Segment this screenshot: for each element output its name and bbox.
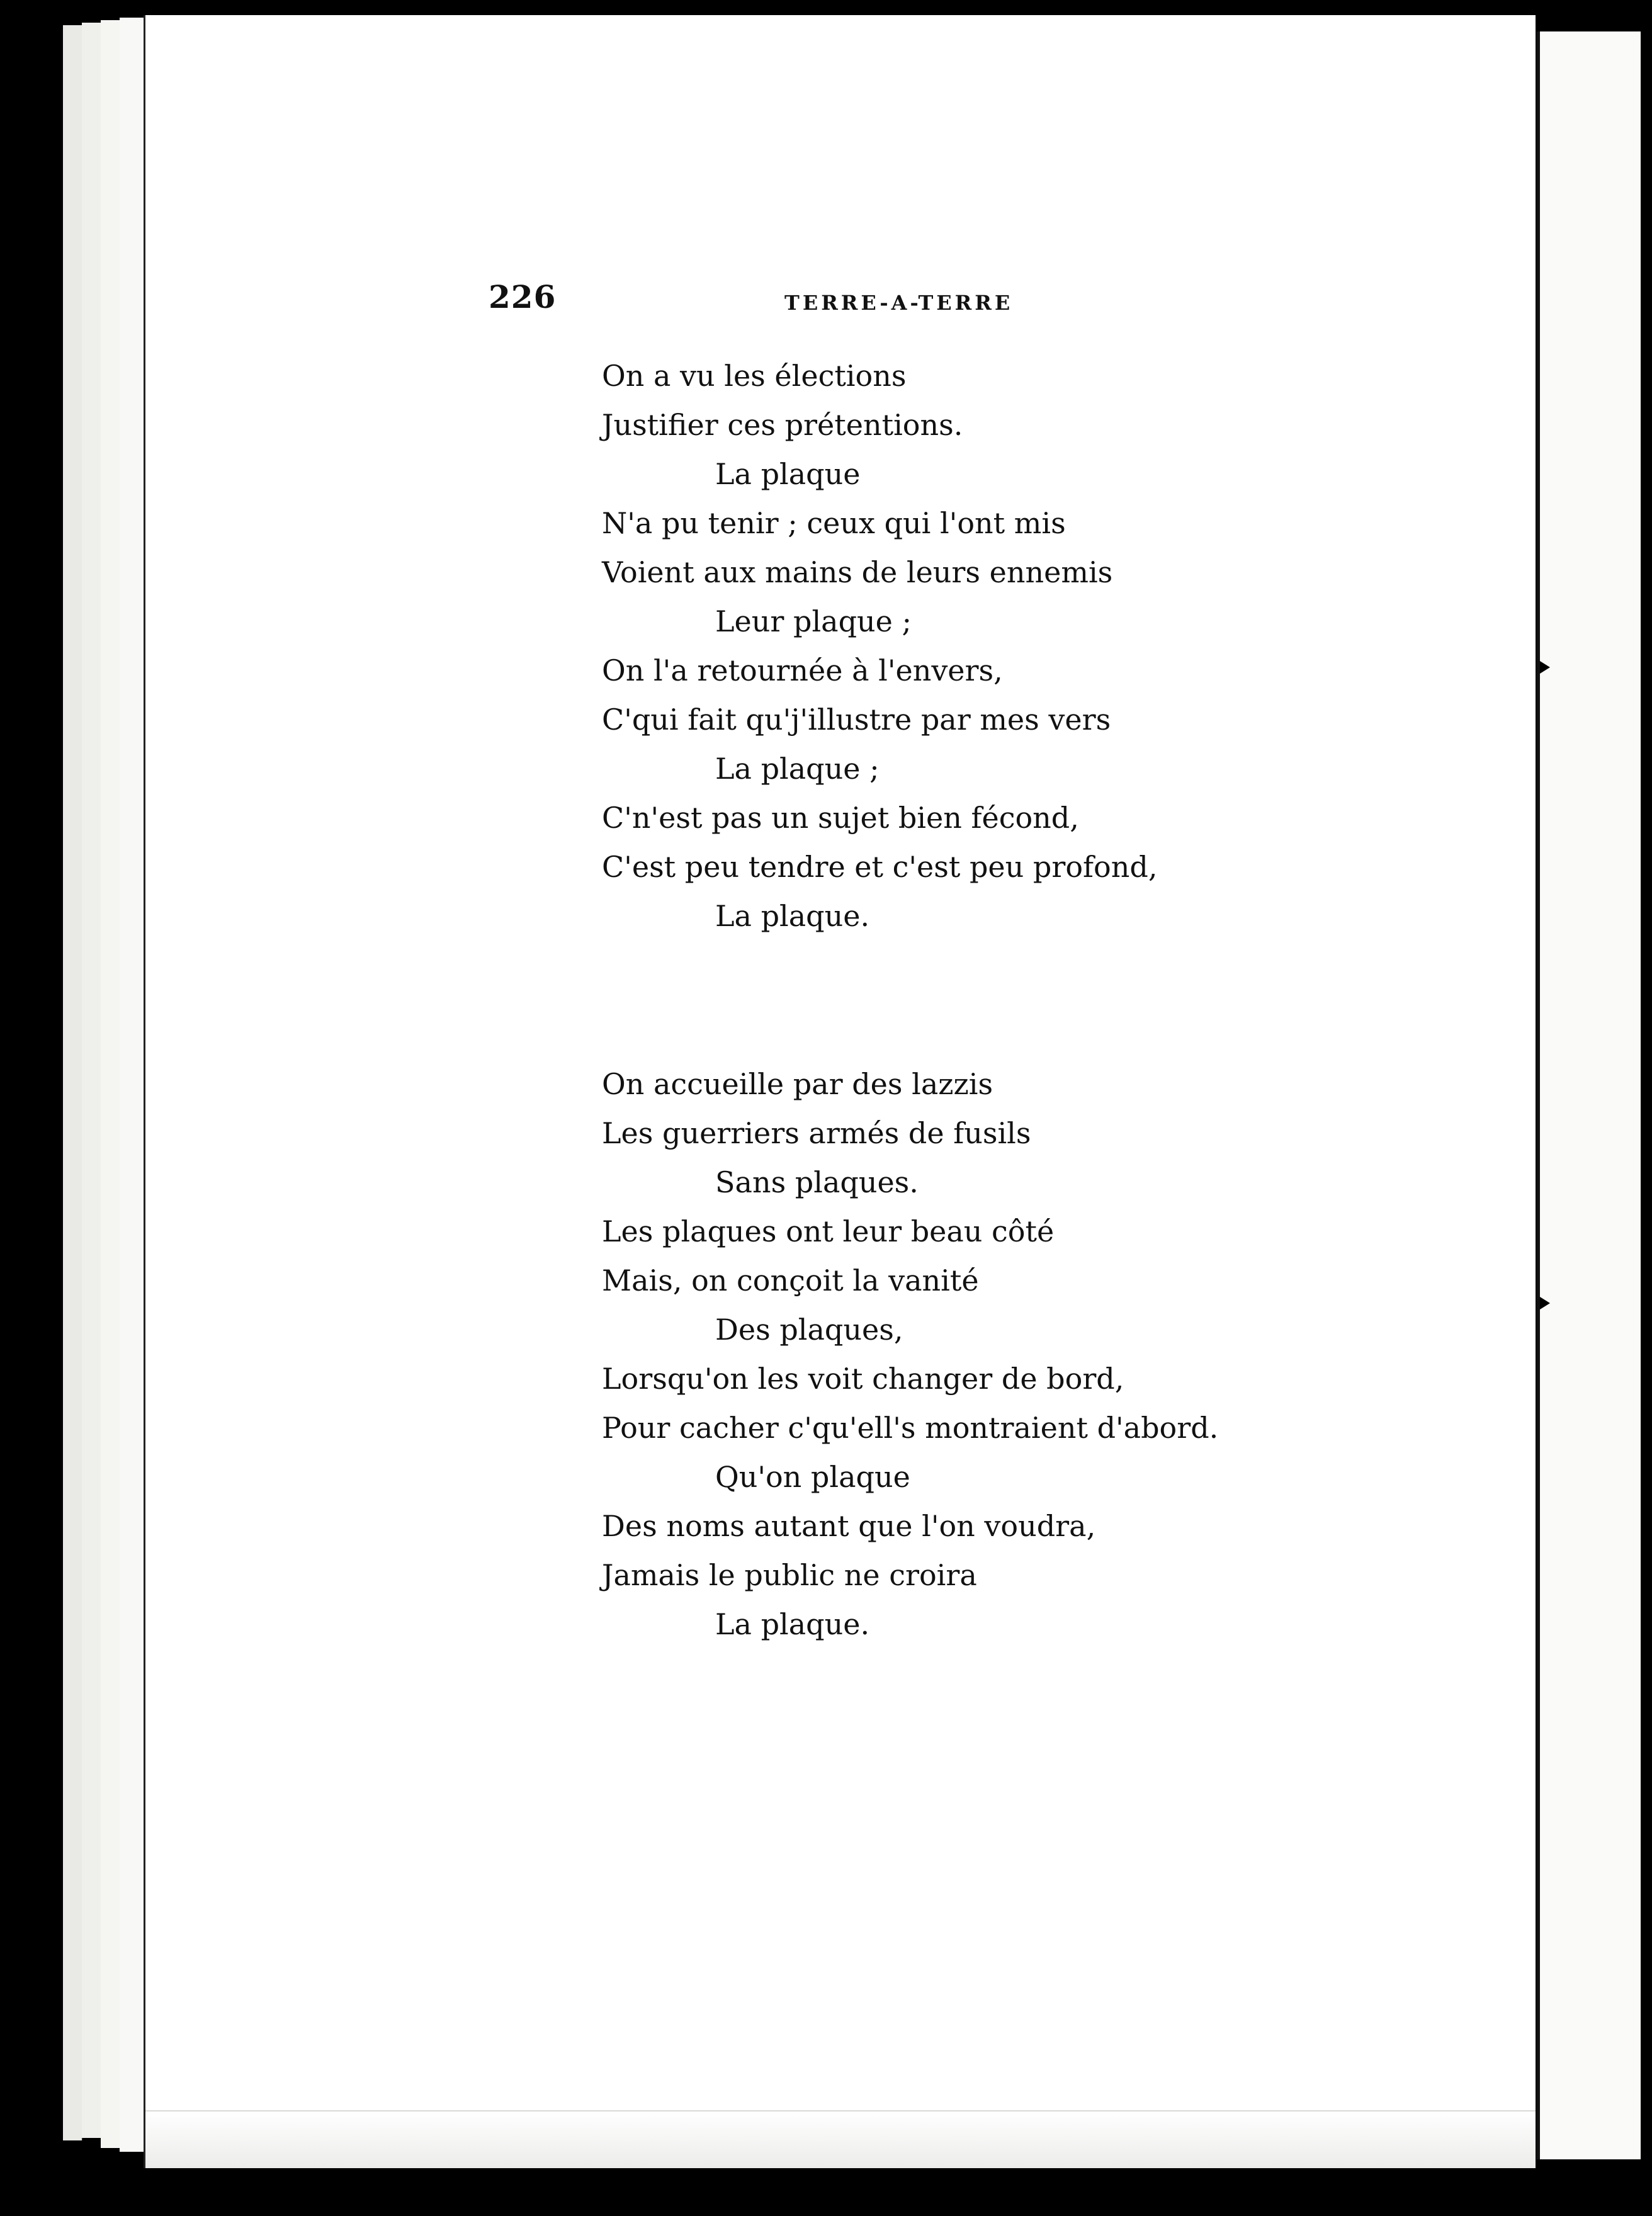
poem-refrain-line: Sans plaques. — [715, 1165, 919, 1199]
binding-mark — [1540, 661, 1550, 674]
poem-line: C'n'est pas un sujet bien fécond, — [602, 801, 1079, 835]
page-edge — [82, 23, 102, 2138]
page-edge — [120, 18, 146, 2152]
page-bottom-shadow — [145, 2110, 1536, 2168]
poem-line: N'a pu tenir ; ceux qui l'ont mis — [602, 506, 1066, 540]
running-title: TERRE-A-TERRE — [784, 291, 1014, 315]
poem-line: Lorsqu'on les voit changer de bord, — [602, 1362, 1124, 1396]
poem-line: Jamais le public ne croira — [602, 1558, 977, 1592]
facing-page-edge — [1536, 31, 1641, 2159]
page-number: 226 — [489, 278, 557, 315]
poem-refrain-line: Leur plaque ; — [715, 604, 912, 638]
binding-mark — [1540, 1297, 1550, 1309]
page-edge — [101, 20, 121, 2148]
poem-line: Mais, on conçoit la vanité — [602, 1263, 979, 1297]
poem-refrain-line: La plaque — [715, 457, 861, 491]
poem-line: C'qui fait qu'j'illustre par mes vers — [602, 703, 1111, 737]
poem-refrain-line: La plaque. — [715, 1607, 870, 1641]
poem-refrain-line: La plaque ; — [715, 752, 880, 786]
page-header — [145, 278, 1536, 329]
poem-line: Les plaques ont leur beau côté — [602, 1214, 1055, 1248]
poem-line: C'est peu tendre et c'est peu profond, — [602, 850, 1158, 884]
page-edge — [63, 25, 83, 2140]
poem-line: Justifier ces prétentions. — [602, 408, 963, 442]
poem-line: Voient aux mains de leurs ennemis — [602, 555, 1113, 589]
poem-line: On l'a retournée à l'envers, — [602, 653, 1003, 687]
poem-line: On accueille par des lazzis — [602, 1067, 993, 1101]
poem-refrain-line: Qu'on plaque — [715, 1460, 910, 1494]
book-page — [144, 15, 1536, 2168]
poem-line: Pour cacher c'qu'ell's montraient d'abord. — [602, 1411, 1219, 1445]
poem-line: Les guerriers armés de fusils — [602, 1116, 1031, 1150]
poem-line: Des noms autant que l'on voudra, — [602, 1509, 1096, 1543]
poem-line: On a vu les élections — [602, 359, 907, 393]
poem-refrain-line: Des plaques, — [715, 1313, 903, 1347]
poem-refrain-line: La plaque. — [715, 899, 870, 933]
